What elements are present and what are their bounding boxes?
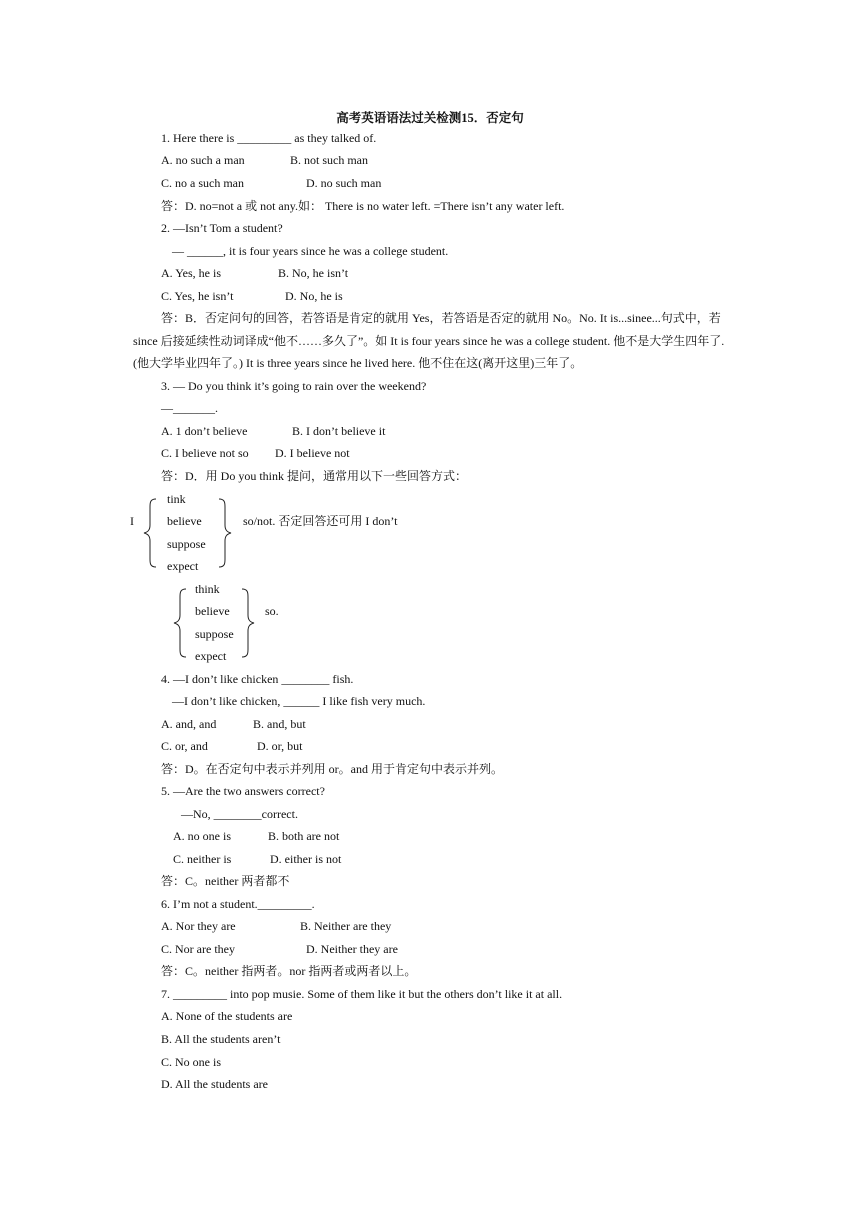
q7-option-d: D. All the students are	[161, 1077, 268, 1091]
q5-option-a: A. no one is	[173, 829, 231, 843]
question-3-stem: 3. — Do you think it’s going to rain over the weekend?	[161, 379, 427, 393]
q4-answer: 答：D。在否定句中表示并列用 or。and 用于肯定句中表示并列。	[161, 762, 503, 776]
q1-option-b: B. not such man	[290, 153, 368, 167]
diagram-1-left-brace	[142, 497, 158, 569]
q4-option-c: C. or, and	[161, 739, 208, 753]
diagram-2-verb-1: think	[195, 582, 220, 596]
diagram-1-right-brace	[217, 497, 233, 569]
q3-line-2: —_______.	[161, 401, 218, 415]
diagram-1-verb-1: tink	[167, 492, 186, 506]
q2-option-d: D. No, he is	[285, 289, 343, 303]
q6-option-a: A. Nor they are	[161, 919, 236, 933]
q3-option-d: D. I believe not	[275, 446, 350, 460]
q6-option-b: B. Neither are they	[300, 919, 392, 933]
question-6-stem: 6. I’m not a student._________.	[161, 897, 315, 911]
q3-option-a: A. 1 don’t believe	[161, 424, 248, 438]
q7-option-a: A. None of the students are	[161, 1009, 293, 1023]
question-7-stem: 7. _________ into pop musie. Some of them like it but the others don’t like it at all.	[161, 987, 563, 1001]
q6-option-d: D. Neither they are	[306, 942, 398, 956]
q2-option-b: B. No, he isn’t	[278, 266, 349, 280]
q1-option-a: A. no such a man	[161, 153, 245, 167]
diagram-2-verb-3: suppose	[195, 627, 234, 641]
q4-option-a: A. and, and	[161, 717, 217, 731]
q6-answer: 答：C。neither 指两者。nor 指两者或两者以上。	[161, 964, 417, 978]
q1-option-c: C. no a such man	[161, 176, 244, 190]
q1-option-d: D. no such man	[306, 176, 382, 190]
question-4-stem: 4. —I don’t like chicken ________ fish.	[161, 672, 354, 686]
diagram-2-right-brace	[240, 587, 256, 659]
diagram-1-verb-2: believe	[167, 514, 202, 528]
q3-option-c: C. I believe not so	[161, 446, 249, 460]
document-title: 高考英语语法过关检测15．否定句	[336, 111, 524, 125]
q4-line-2: —I don’t like chicken, ______ I like fish very much.	[172, 694, 426, 708]
q6-option-c: C. Nor are they	[161, 942, 235, 956]
q2-option-c: C. Yes, he isn’t	[161, 289, 234, 303]
q2-option-a: A. Yes, he is	[161, 266, 222, 280]
q3-option-b: B. I don’t believe it	[292, 424, 386, 438]
q5-line-2: —No, ________correct.	[181, 807, 298, 821]
q7-option-c: C. No one is	[161, 1055, 221, 1069]
diagram-1-tail: so/not. 否定回答还可用 I don’t	[243, 514, 398, 528]
diagram-2-tail: so.	[265, 604, 279, 618]
diagram-2-verb-4: expect	[195, 649, 227, 663]
diagram-1-verb-3: suppose	[167, 537, 206, 551]
question-5-stem: 5. —Are the two answers correct?	[161, 784, 325, 798]
q2-answer: 答：B．否定问句的回答，若答语是肯定的就用 Yes，若答语是否定的就用 No。No. It is...sinee...句式中，若 since 后接延续性动词译成“他不……多久了”。如 It is four years since he was a college student. 他不是大学生四年了. (他大学毕业四年了。) It is three years since he lived here. 他不住在这(离开这里)三年了。	[133, 311, 725, 370]
q7-option-b: B. All the students aren’t	[161, 1032, 281, 1046]
q5-option-c: C. neither is	[173, 852, 232, 866]
diagram-2-verb-2: believe	[195, 604, 230, 618]
q5-answer: 答：C。neither 两者都不	[161, 874, 290, 888]
question-2-stem: 2. —Isn’t Tom a student?	[161, 221, 283, 235]
diagram-2-left-brace	[172, 587, 188, 659]
question-1-stem: 1. Here there is _________ as they talked of.	[161, 131, 377, 145]
q3-answer: 答：D．用 Do you think 提问，通常用以下一些回答方式：	[161, 469, 468, 483]
q1-answer: 答：D. no=not a 或 not any.如： There is no water left. =There isn’t any water left.	[161, 199, 565, 213]
diagram-1-subject: I	[130, 514, 134, 528]
diagram-1-verb-4: expect	[167, 559, 199, 573]
q4-option-b: B. and, but	[253, 717, 306, 731]
q5-option-b: B. both are not	[268, 829, 340, 843]
q5-option-d: D. either is not	[270, 852, 342, 866]
q2-line-2: — ______, it is four years since he was a college student.	[172, 244, 449, 258]
q4-option-d: D. or, but	[257, 739, 303, 753]
